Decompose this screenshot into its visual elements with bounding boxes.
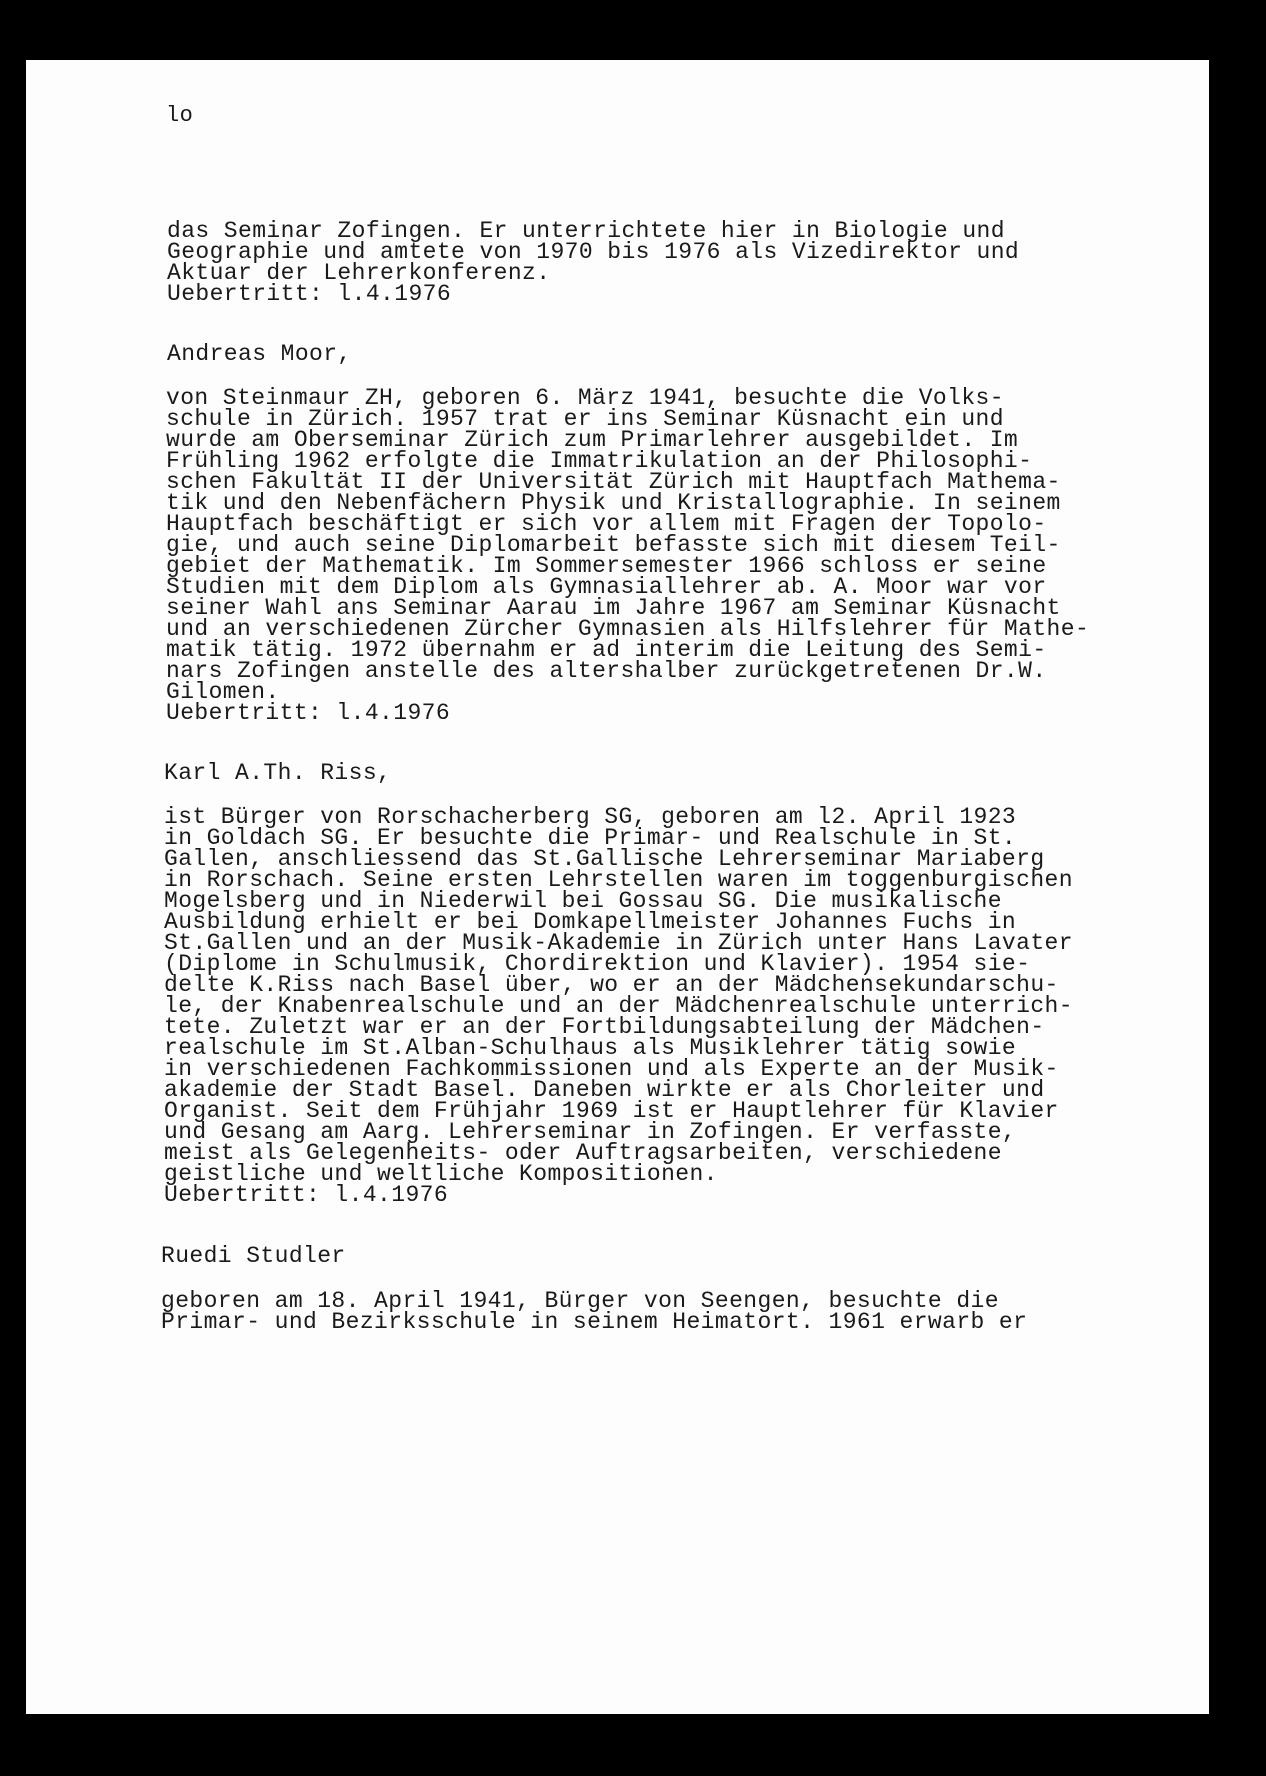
body-line: und Gesang am Aarg. Lehrerseminar in Zofingen. Er verfasste, <box>164 1119 1017 1145</box>
body-line: gie, und auch seine Diplomarbeit befasste sich mit diesem Teil- <box>166 532 1061 558</box>
body-line: in verschiedenen Fachkommissionen und als Experte an der Musik- <box>164 1056 1059 1082</box>
body-line: Gallen, anschliessend das St.Gallische Lehrerseminar Mariaberg <box>164 846 1045 872</box>
body-line: tik und den Nebenfächern Physik und Kristallographie. In seinem <box>166 490 1061 516</box>
page-number: lo <box>166 103 194 128</box>
body-line: schule in Zürich. 1957 trat er ins Seminar Küsnacht ein und <box>166 406 1004 432</box>
body-line: das Seminar Zofingen. Er unterrichtete hier in Biologie und <box>167 218 1005 244</box>
body-line: Geographie und amtete von 1970 bis 1976 als Vizedirektor und <box>167 239 1020 265</box>
body-line: nars Zofingen anstelle des altershalber zurückgetretenen Dr.W. <box>166 658 1047 684</box>
body-line: Ausbildung erhielt er bei Domkapellmeister Johannes Fuchs in <box>164 909 1017 935</box>
body-line: (Diplome in Schulmusik, Chordirektion und Klavier). 1954 sie- <box>164 951 1031 977</box>
entry-name: Andreas Moor, <box>167 341 352 367</box>
body-line: Frühling 1962 erfolgte die Immatrikulation an der Philosophi- <box>166 448 1033 474</box>
body-line: Gilomen. <box>166 679 280 705</box>
body-line: realschule im St.Alban-Schulhaus als Musiklehrer tätig sowie <box>164 1035 1017 1061</box>
body-line: geboren am 18. April 1941, Bürger von Seengen, besuchte die <box>161 1288 999 1314</box>
body-line: geistliche und weltliche Kompositionen. <box>164 1161 718 1187</box>
body-line: Hauptfach beschäftigt er sich vor allem mit Fragen der Topolo- <box>166 511 1047 537</box>
body-line: Primar- und Bezirksschule in seinem Heimatort. 1961 erwarb er <box>161 1309 1028 1335</box>
body-line: in Rorschach. Seine ersten Lehrstellen waren im toggenburgischen <box>164 867 1073 893</box>
document-page <box>26 60 1209 1714</box>
body-line: ist Bürger von Rorschacherberg SG, geboren am l2. April 1923 <box>164 804 1017 830</box>
body-line: le, der Knabenrealschule und an der Mädchenrealschule unterrich- <box>164 993 1073 1019</box>
body-line: schen Fakultät II der Universität Zürich mit Hauptfach Mathema- <box>166 469 1061 495</box>
body-line: gebiet der Mathematik. Im Sommersemester 1966 schloss er seine <box>166 553 1047 579</box>
body-line: Mogelsberg und in Niederwil bei Gossau SG. Die musikalische <box>164 888 1002 914</box>
entry-name: Karl A.Th. Riss, <box>164 760 392 786</box>
entry-name: Ruedi Studler <box>161 1243 346 1269</box>
body-line: meist als Gelegenheits- oder Auftragsarbeiten, verschiedene <box>164 1140 1002 1166</box>
transfer-date: Uebertritt: l.4.1976 <box>164 1182 449 1208</box>
body-line: von Steinmaur ZH, geboren 6. März 1941, besuchte die Volks- <box>166 385 1004 411</box>
transfer-date: Uebertritt: l.4.1976 <box>166 700 451 726</box>
body-line: seiner Wahl ans Seminar Aarau im Jahre 1967 am Seminar Küsnacht <box>166 595 1061 621</box>
body-line: matik tätig. 1972 übernahm er ad interim die Leitung des Semi- <box>166 637 1047 663</box>
body-line: in Goldach SG. Er besuchte die Primar- und Realschule in St. <box>164 825 1017 851</box>
body-line: Aktuar der Lehrerkonferenz. <box>167 260 551 286</box>
body-line: tete. Zuletzt war er an der Fortbildungsabteilung der Mädchen- <box>164 1014 1045 1040</box>
body-line: wurde am Oberseminar Zürich zum Primarlehrer ausgebildet. Im <box>166 427 1019 453</box>
body-line: Studien mit dem Diplom als Gymnasiallehrer ab. A. Moor war vor <box>166 574 1047 600</box>
transfer-date: Uebertritt: l.4.1976 <box>167 281 452 307</box>
body-line: delte K.Riss nach Basel über, wo er an der Mädchensekundarschu- <box>164 972 1059 998</box>
body-line: akademie der Stadt Basel. Daneben wirkte er als Chorleiter und <box>164 1077 1045 1103</box>
body-line: St.Gallen und an der Musik-Akademie in Zürich unter Hans Lavater <box>164 930 1073 956</box>
body-line: Organist. Seit dem Frühjahr 1969 ist er Hauptlehrer für Klavier <box>164 1098 1059 1124</box>
body-line: und an verschiedenen Zürcher Gymnasien als Hilfslehrer für Mathe- <box>166 616 1090 642</box>
